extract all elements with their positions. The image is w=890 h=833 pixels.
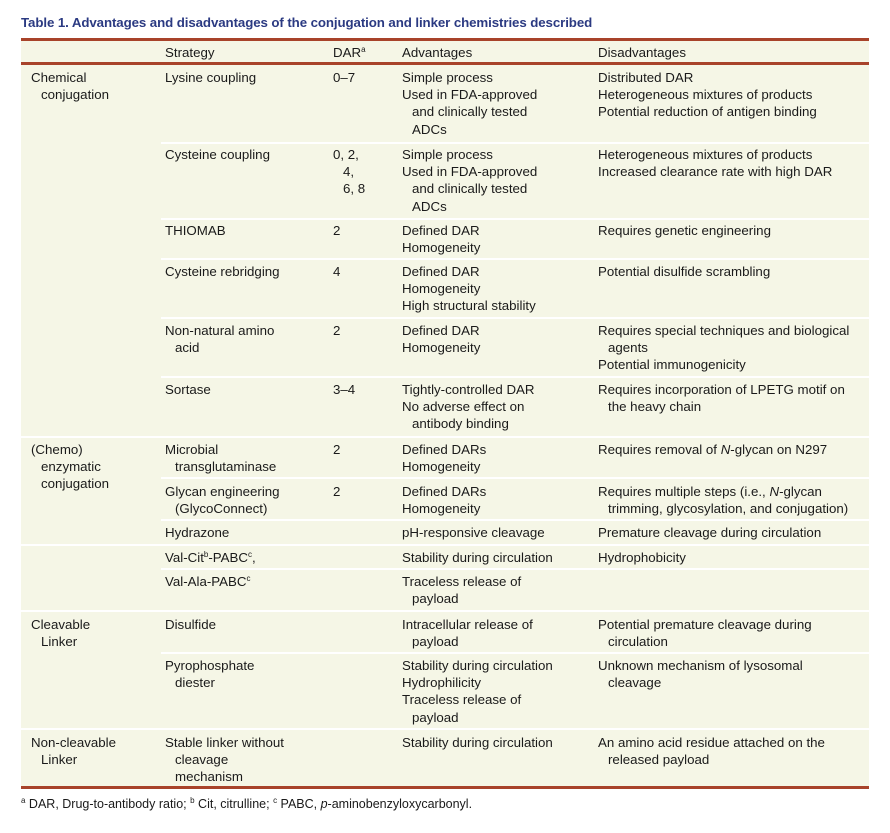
advantages-cell-line: payload [412,634,459,650]
disadvantages-cell-line: Potential reduction of antigen binding [598,104,817,120]
disadvantages-cell [598,146,832,180]
disadvantages-cell-line: Requires genetic engineering [598,223,771,238]
strategy-cell-line: Sortase [165,382,211,397]
header-bottom-rule [21,62,869,65]
group-label-line: enzymatic [41,459,101,475]
header-strategy: Strategy [165,45,215,60]
disadvantages-cell [598,734,825,768]
advantages-cell [402,573,521,607]
advantages-cell-line: Defined DARs [402,442,487,457]
advantages-cell-line: No adverse effect on [402,399,525,415]
strategy-cell-line: Cysteine coupling [165,147,270,162]
advantages-cell-line: Used in FDA-approved [402,164,538,180]
disadvantages-cell-line: Requires special techniques and biological [598,323,850,338]
header-advantages: Advantages [402,45,473,60]
header-disadvantages: Disadvantages [598,45,686,60]
strategy-cell [165,573,251,590]
footnote-b-text: Cit, citrulline; [194,797,274,811]
disadvantages-cell-line: Hydrophobicity [598,550,686,565]
strategy-cell-line: acid [175,340,200,356]
strategy-cell-line: Cysteine rebridging [165,264,280,279]
advantages-cell-line: Homogeneity [402,459,481,475]
disadvantages-cell [598,381,845,415]
advantages-cell-line: Homogeneity [402,340,481,356]
strategy-cell-line: Lysine coupling [165,70,257,85]
group-label-line: Linker [41,634,78,650]
dar-cell [333,146,365,198]
dar-cell [333,381,355,398]
advantages-cell-line: Stability during circulation [402,658,553,673]
advantages-cell-line: Traceless release of [402,692,522,708]
group-separator [21,728,869,730]
strategy-cell-line: Disulfide [165,617,216,632]
advantages-cell [402,441,486,475]
disadvantages-text: N [720,442,731,457]
strategy-cell-line: diester [175,675,215,691]
dar-cell-line: 2 [333,323,341,338]
row-separator [161,568,869,570]
strategy-cell [165,263,280,280]
dar-cell [333,69,355,86]
advantages-cell [402,524,545,541]
footnote-mark-a: a [21,796,26,805]
footnote-mark: b [203,550,209,559]
dar-cell-line: 4, [343,164,355,180]
advantages-cell-line: ADCs [412,121,447,137]
row-separator [161,652,869,654]
row-separator [161,258,869,260]
group-label-line: conjugation [41,476,110,492]
strategy-cell [165,657,254,691]
disadvantages-cell [598,657,803,691]
header-dar [333,45,366,60]
advantages-cell [402,549,553,566]
group-separator [21,544,869,546]
row-separator [161,519,869,521]
dar-cell-line: 2 [333,484,341,499]
strategy-cell-line: mechanism [175,769,243,785]
strategy-text: Val-Ala-PABC [165,574,247,589]
strategy-cell [165,483,280,517]
footnote-c-text: PABC, [277,797,321,811]
footnote-c-rest: -aminobenzyloxycarbonyl. [327,797,473,811]
footnote-c-italic: p [320,797,328,811]
strategy-cell [165,322,274,356]
disadvantages-text: -glycan on N297 [730,442,828,457]
dar-cell-line: 4 [333,264,341,279]
advantages-cell-line: Traceless release of [402,574,522,589]
disadvantages-cell-line: the heavy chain [608,399,702,415]
advantages-cell-line: Tightly-controlled DAR [402,382,535,397]
header-dar-label: DAR [333,45,362,60]
table-footnote [21,797,472,811]
group-chemical-conjugation [31,69,109,103]
dar-cell [333,483,340,500]
dar-cell [333,263,340,280]
strategy-cell [165,381,211,398]
row-separator [161,142,869,144]
disadvantages-cell [598,616,812,650]
strategy-cell-line: transglutaminase [175,459,277,475]
disadvantages-cell-line: Distributed DAR [598,70,694,85]
disadvantages-cell-line: Requires incorporation of LPETG motif on [598,382,845,397]
advantages-cell [402,381,535,433]
group-label-line: Linker [41,752,78,768]
strategy-cell [165,69,256,86]
strategy-cell [165,524,229,541]
dar-cell [333,441,340,458]
group-label-line: Chemical [31,70,87,85]
disadvantages-cell-line [598,483,848,500]
strategy-text: -PABC [208,550,249,565]
disadvantages-cell [598,222,771,239]
row-separator [161,218,869,220]
advantages-cell-line: Homogeneity [402,281,481,297]
strategy-cell-line: THIOMAB [165,223,226,238]
advantages-cell [402,616,533,650]
advantages-cell-line: Defined DAR [402,223,480,238]
dar-cell-line: 2 [333,223,341,238]
disadvantages-cell [598,69,817,121]
group-label-line: Non-cleavable [31,735,117,750]
strategy-cell [165,734,284,786]
advantages-cell-line: Intracellular release of [402,617,533,632]
disadvantages-cell [598,441,827,458]
advantages-cell [402,657,553,726]
advantages-cell-line: Used in FDA-approved [402,87,538,103]
disadvantages-cell-line: trimming, glycosylation, and conjugation) [608,501,849,517]
advantages-cell-line: Homogeneity [402,240,481,256]
advantages-cell-line: Simple process [402,70,493,85]
strategy-text: Val-Cit [165,550,204,565]
disadvantages-text: N [769,484,780,499]
footnote-mark-c: c [273,796,278,805]
advantages-cell-line: Stability during circulation [402,550,553,565]
advantages-cell-line: Simple process [402,147,493,162]
advantages-cell-line: High structural stability [402,298,536,314]
disadvantages-cell-line: circulation [608,634,668,650]
group-chemo-enzymatic-conjugation [31,441,109,493]
advantages-cell [402,69,537,138]
strategy-cell-line: Non-natural amino [165,323,275,338]
table-bottom-rule [21,786,869,789]
advantages-cell-line: and clinically tested [412,104,528,120]
header-dar-footnote-mark: a [361,45,366,54]
disadvantages-cell-line: agents [608,340,648,356]
disadvantages-text: -glycan [779,484,822,499]
footnote-mark: c [246,574,251,583]
group-separator [21,610,869,612]
disadvantages-cell-line: An amino acid residue attached on the [598,735,825,750]
advantages-cell-line: payload [412,591,459,607]
group-label-line: conjugation [41,87,110,103]
advantages-cell-line: Homogeneity [402,501,481,517]
advantages-cell-line: ADCs [412,198,447,214]
advantages-cell [402,483,486,517]
advantages-cell [402,146,537,215]
advantages-cell-line: Defined DAR [402,323,480,338]
strategy-cell [165,441,276,475]
advantages-cell [402,222,480,256]
disadvantages-cell [598,524,821,541]
strategy-cell [165,616,216,633]
group-separator [21,436,869,438]
disadvantages-cell-line: Heterogeneous mixtures of products [598,87,813,103]
group-label-line: Cleavable [31,617,91,632]
header-top-rule [21,38,869,41]
strategy-cell [165,222,226,239]
row-separator [161,376,869,378]
disadvantages-cell-line: released payload [608,752,710,768]
advantages-cell-line: payload [412,709,459,725]
disadvantages-cell [598,549,686,566]
strategy-cell-line [165,573,251,590]
advantages-cell-line: Defined DARs [402,484,487,499]
disadvantages-text: Requires removal of [598,442,721,457]
dar-cell-line: 0–7 [333,70,356,85]
disadvantages-cell-line [598,441,827,458]
strategy-cell-line: Stable linker without [165,735,284,750]
advantages-cell [402,263,536,315]
disadvantages-cell [598,483,848,517]
strategy-cell-line: Glycan engineering [165,484,280,499]
group-label-line: (Chemo) [31,442,83,457]
disadvantages-cell-line: Potential disulfide scrambling [598,264,771,279]
advantages-cell-line: Stability during circulation [402,735,553,750]
footnote-a-text: DAR, Drug-to-antibody ratio; [25,797,191,811]
disadvantages-cell-line: cleavage [608,675,662,691]
advantages-cell-line: and clinically tested [412,181,528,197]
advantages-cell [402,734,553,751]
footnote-mark-b: b [190,796,195,805]
strategy-text: , [252,550,256,565]
dar-cell-line: 0, 2, [333,147,359,162]
advantages-cell-line: Hydrophilicity [402,675,482,691]
dar-cell-line: 3–4 [333,382,356,397]
disadvantages-cell-line: Premature cleavage during circulation [598,525,822,540]
strategy-cell-line: Hydrazone [165,525,230,540]
advantages-cell-line: antibody binding [412,416,509,432]
strategy-cell-line: cleavage [175,752,229,768]
disadvantages-cell-line: Heterogeneous mixtures of products [598,147,813,162]
disadvantages-cell [598,322,849,374]
disadvantages-cell-line: Potential premature cleavage during [598,617,812,632]
strategy-cell [165,549,256,566]
disadvantages-cell-line: Unknown mechanism of lysosomal [598,658,803,673]
strategy-cell [165,146,270,163]
disadvantages-cell-line: Increased clearance rate with high DAR [598,164,833,180]
table-title: Table 1. Advantages and disadvantages of the conjugation and linker chemistries described [21,15,593,30]
disadvantages-cell-line: Potential immunogenicity [598,357,746,373]
advantages-cell [402,322,480,356]
strategy-cell-line: Microbial [165,442,219,457]
dar-cell-line: 6, 8 [343,181,366,197]
advantages-cell-line: pH-responsive cleavage [402,525,545,540]
dar-cell [333,222,340,239]
dar-cell-line: 2 [333,442,341,457]
advantages-cell-line: Defined DAR [402,264,480,279]
strategy-cell-line: Pyrophosphate [165,658,255,673]
row-separator [161,317,869,319]
strategy-cell-line [165,549,256,566]
row-separator [161,477,869,479]
disadvantages-cell [598,263,770,280]
dar-cell [333,322,340,339]
group-non-cleavable-linker [31,734,116,768]
disadvantages-text: Requires multiple steps (i.e., [598,484,770,499]
strategy-cell-line: (GlycoConnect) [175,501,268,517]
footnote-mark: c [248,550,253,559]
group-cleavable-linker [31,616,90,650]
